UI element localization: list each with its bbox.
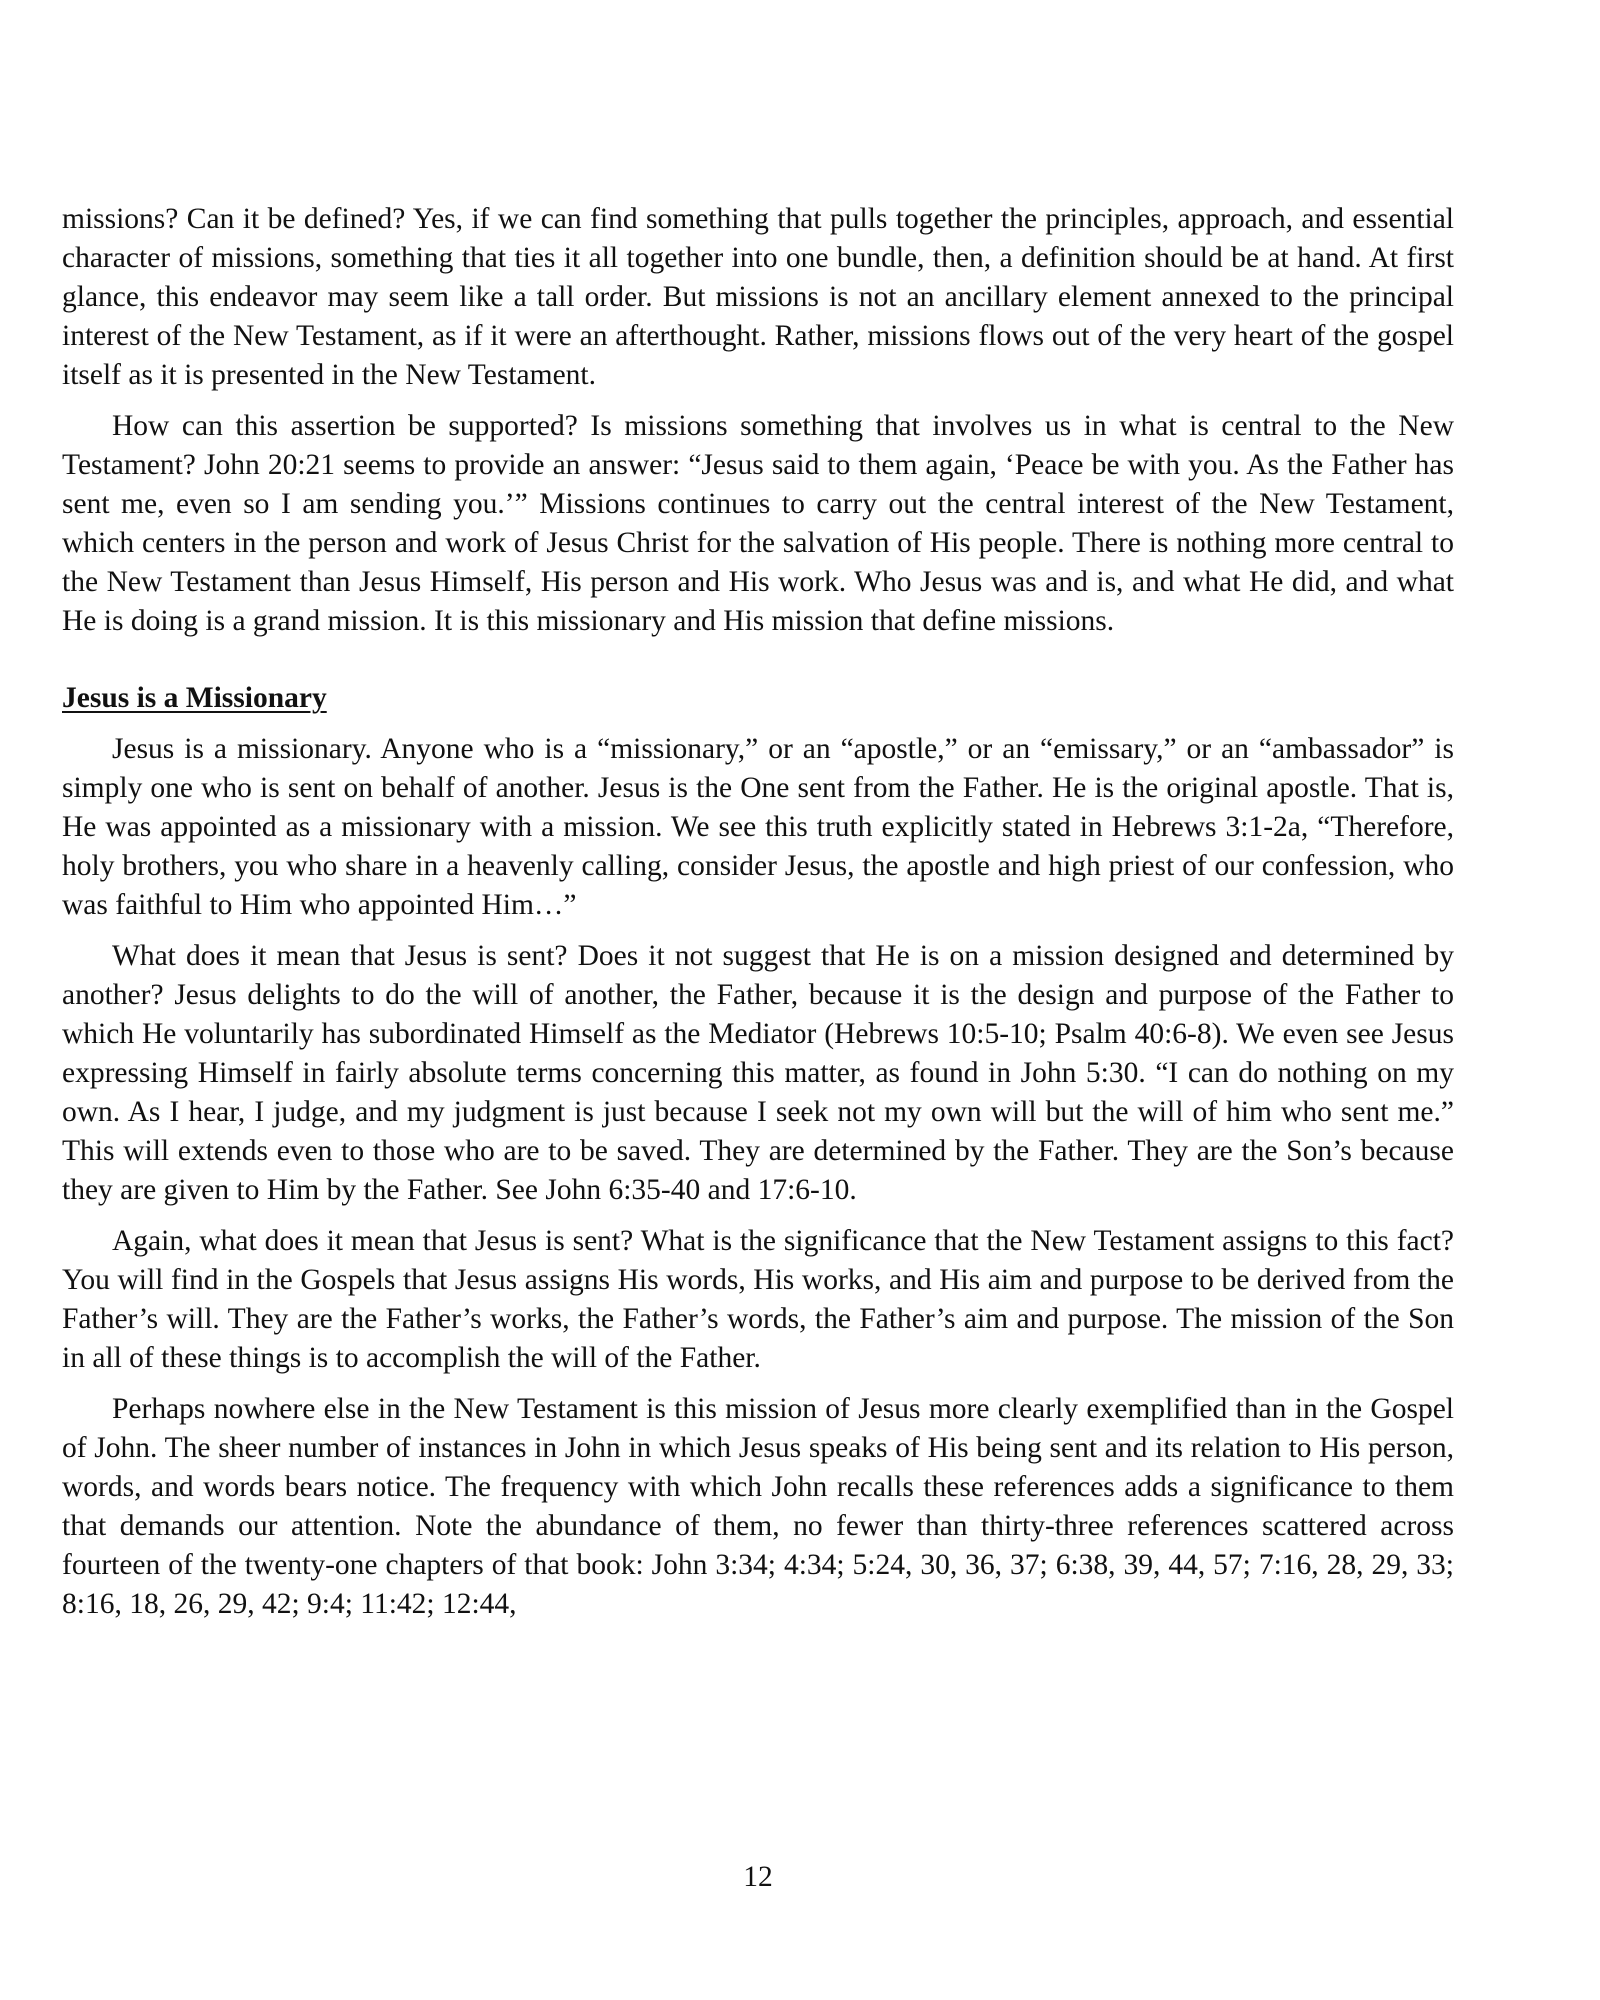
paragraph: What does it mean that Jesus is sent? Does it not suggest that He is on a mission designed and determined by another? Jesus delights to do the will of another, the Father, because it is the design and purpose of the Father to which He voluntarily has subordinated Himself as the Mediator (Hebrews 10:5-10; Psalm 40:6-8). We even see Jesus expressing Himself in fairly absolute terms concerning this matter, as found in John 5:30. “I can do nothing on my own. As I hear, I judge, and my judgment is just because I seek not my own will but the will of him who sent me.” This will extends even to those who are to be saved. They are determined by the Father. They are the Son’s because they are given to Him by the Father. See John 6:35-40 and 17:6-10. bbox=[62, 940, 1454, 1206]
paragraph: Again, what does it mean that Jesus is sent? What is the significance that the New Testament assigns to this fact? You will find in the Gospels that Jesus assigns His words, His works, and His aim and purpose to be derived from the Father’s will. They are the Father’s works, the Father’s words, the Father’s aim and purpose. The mission of the Son in all of these things is to accomplish the will of the Father. bbox=[62, 1225, 1454, 1374]
section-heading: Jesus is a Missionary bbox=[62, 682, 327, 714]
paragraph: How can this assertion be supported? Is missions something that involves us in what is central to the New Testament? John 20:21 seems to provide an answer: “Jesus said to them again, ‘Peace be with you. As the Father has sent me, even so I am sending you.’” Missions continues to carry out the central interest of the New Testament, which centers in the person and work of Jesus Christ for the salvation of His people. There is nothing more central to the New Testament than Jesus Himself, His person and His work. Who Jesus was and is, and what He did, and what He is doing is a grand mission. It is this missionary and His mission that define missions. bbox=[62, 410, 1454, 637]
paragraph: Perhaps nowhere else in the New Testament is this mission of Jesus more clearly exemplified than in the Gospel of John. The sheer number of instances in John in which Jesus speaks of His being sent and its relation to His person, words, and words bears notice. The frequency with which John recalls these references adds a significance to them that demands our attention. Note the abundance of them, no fewer than thirty-three references scattered across fourteen of the twenty-one chapters of that book: John 3:34; 4:34; 5:24, 30, 36, 37; 6:38, 39, 44, 57; 7:16, 28, 29, 33; 8:16, 18, 26, 29, 42; 9:4; 11:42; 12:44, bbox=[62, 1393, 1454, 1620]
page-number: 12 bbox=[743, 1861, 773, 1893]
paragraph-continued: missions? Can it be defined? Yes, if we can find something that pulls together the principles, approach, and essential character of missions, something that ties it all together into one bundle, then, a definition should be at hand. At first glance, this endeavor may seem like a tall order. But missions is not an ancillary element annexed to the principal interest of the New Testament, as if it were an afterthought. Rather, missions flows out of the very heart of the gospel itself as it is presented in the New Testament. bbox=[62, 203, 1454, 391]
body-text bbox=[62, 200, 1454, 1636]
paragraph: Jesus is a missionary. Anyone who is a “missionary,” or an “apostle,” or an “emissary,” or an “ambassador” is simply one who is sent on behalf of another. Jesus is the One sent from the Father. He is the original apostle. That is, He was appointed as a missionary with a mission. We see this truth explicitly stated in Hebrews 3:1-2a, “Therefore, holy brothers, you who share in a heavenly calling, consider Jesus, the apostle and high priest of our confession, who was faithful to Him who appointed Him…” bbox=[62, 733, 1454, 921]
